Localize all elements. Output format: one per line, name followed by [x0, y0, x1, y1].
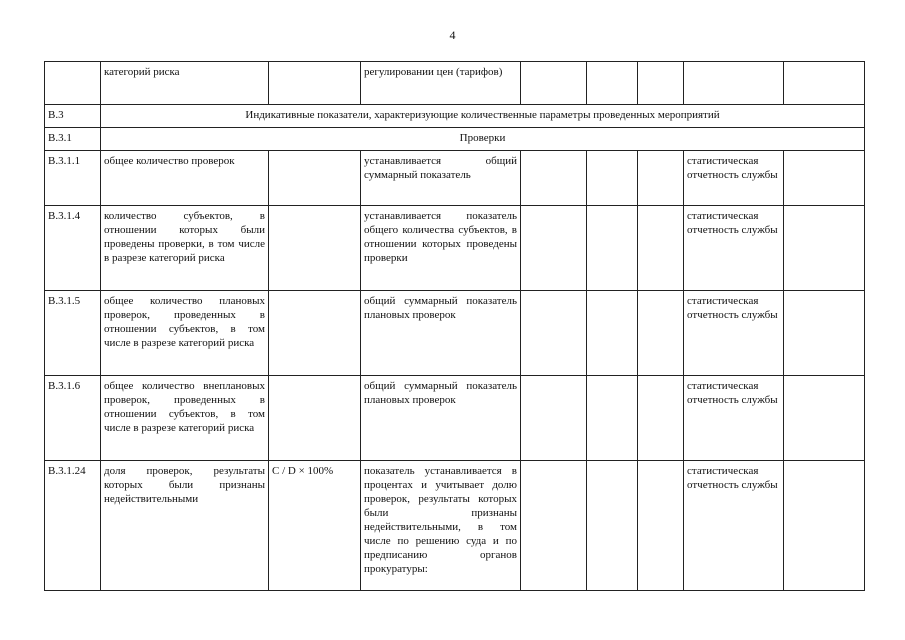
cell-formula: C / D × 100%: [269, 461, 361, 591]
cell-formula: [269, 62, 361, 105]
cell-description: категорий риска: [101, 62, 269, 105]
cell-source: статистическая отчетность службы: [684, 206, 784, 291]
cell-formula: [269, 151, 361, 206]
cell-formula: [269, 376, 361, 461]
cell-code: B.3.1.1: [45, 151, 101, 206]
table-row: [45, 376, 865, 461]
table-row: [45, 291, 865, 376]
section-title: Индикативные показатели, характеризующие количественные параметры проведенных мероприятий: [101, 105, 865, 128]
section-code: B.3.1: [45, 128, 101, 151]
cell-formula: [269, 206, 361, 291]
cell-code: B.3.1.5: [45, 291, 101, 376]
section-title: Проверки: [101, 128, 865, 151]
cell-source: статистическая отчетность службы: [684, 151, 784, 206]
page-number: 4: [449, 28, 456, 42]
section-row-b3: [45, 105, 865, 128]
table-row-continuation: [45, 62, 865, 105]
cell-method: общий суммарный показатель плановых проверок: [361, 376, 521, 461]
table-row: [45, 151, 865, 206]
cell-code: B.3.1.24: [45, 461, 101, 591]
cell-code: [45, 62, 101, 105]
cell-method: устанавливается общий суммарный показатель: [361, 151, 521, 206]
cell-description: общее количество внеплановых проверок, проведенных в отношении субъектов, в том числе в разрезе категорий риска: [101, 376, 269, 461]
section-row-b3-1: [45, 128, 865, 151]
cell-code: B.3.1.6: [45, 376, 101, 461]
cell-description: доля проверок, результаты которых были признаны недействительными: [101, 461, 269, 591]
cell-source: статистическая отчетность службы: [684, 376, 784, 461]
cell-description: общее количество плановых проверок, проведенных в отношении субъектов, в том числе в разрезе категорий риска: [101, 291, 269, 376]
cell-method: общий суммарный показатель плановых проверок: [361, 291, 521, 376]
cell-method: регулировании цен (тарифов): [361, 62, 521, 105]
table-row: [45, 206, 865, 291]
cell-description: количество субъектов, в отношении которых были проведены проверки, в том числе в разрезе категорий риска: [101, 206, 269, 291]
indicator-table: [44, 61, 865, 591]
cell-code: B.3.1.4: [45, 206, 101, 291]
cell-source: статистическая отчетность службы: [684, 291, 784, 376]
cell-source: статистическая отчетность службы: [684, 461, 784, 591]
cell-method: показатель устанавливается в процентах и учитывает долю проверок, результаты которых были признаны недействительными, в том числе по решению суда и по предписанию органов прокуратуры:: [361, 461, 521, 591]
table-row: [45, 461, 865, 591]
cell-source: [684, 62, 784, 105]
cell-description: общее количество проверок: [101, 151, 269, 206]
cell-method: устанавливается показатель общего количества субъектов, в отношении которых проведены проверки: [361, 206, 521, 291]
cell-formula: [269, 291, 361, 376]
section-code: B.3: [45, 105, 101, 128]
